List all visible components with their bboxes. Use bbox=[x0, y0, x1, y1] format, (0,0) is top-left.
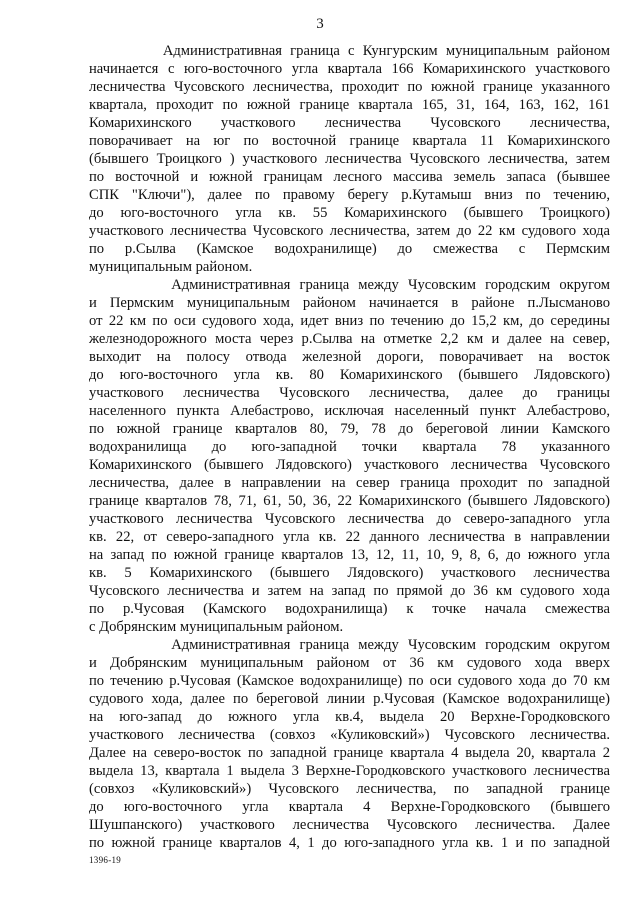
text-line: Административная граница между Чусовским городским округом bbox=[89, 637, 610, 653]
document-code: 1396-19 bbox=[89, 855, 122, 865]
text-line: по течению р.Чусовая (Камское водохранилище) по оси судового хода до 70 км bbox=[89, 673, 610, 689]
text-line: с Добрянским муниципальным районом. bbox=[89, 619, 344, 635]
paragraph-dobryanka-boundary bbox=[89, 636, 610, 852]
text-line: по южной границе кварталов 4, 1 до юго-западного угла кв. 1 и по западной bbox=[89, 835, 610, 851]
text-line: кв. 22, от северо-западного угла кв. 22 данного лесничества в направлении bbox=[89, 529, 610, 545]
text-line: до юго-восточного угла кв. 55 Комарихинского (бывшего Троицкого) bbox=[89, 205, 610, 221]
text-line: Шушпанского) участкового лесничества Чусовского лесничества. Далее bbox=[89, 817, 610, 833]
text-line: на юго-запад до южного угла кв.4, выдела 20 Верхне-Городковского bbox=[89, 709, 610, 725]
paragraph-perm-boundary bbox=[89, 276, 610, 636]
text-line: Комарихинского участкового лесничества Чусовского лесничества, bbox=[89, 115, 610, 131]
text-line: поворачивает на юг по восточной границе квартала 11 Комарихинского bbox=[89, 133, 610, 149]
text-line: начинается с юго-восточного угла квартала 166 Комарихинского участкового bbox=[89, 61, 610, 77]
text-line: Далее на северо-восток по западной границе квартала 4 выдела 20, квартала 2 bbox=[89, 745, 610, 761]
text-line: выдела 13, квартала 1 выдела 3 Верхне-Городковского участкового лесничества bbox=[89, 763, 610, 779]
text-line: лесничества Чусовского лесничества, проходит по южной границе указанного bbox=[89, 79, 610, 95]
text-line: железнодорожного моста через р.Сылва на отметке 2,2 км и далее на север, bbox=[89, 331, 610, 347]
text-line: участкового лесничества Чусовского лесничества, затем до 22 км судового хода bbox=[89, 223, 610, 239]
text-line: водохранилища до юго-западной точки квартала 78 указанного bbox=[89, 439, 610, 455]
text-line: муниципальным районом. bbox=[89, 259, 253, 275]
text-line: Административная граница с Кунгурским муниципальным районом bbox=[89, 43, 610, 59]
text-line: Административная граница между Чусовским городским округом bbox=[89, 277, 610, 293]
text-line: по южной границе кварталов 80, 79, 78 до береговой линии Камского bbox=[89, 421, 610, 437]
text-line: по р.Чусовая (Камского водохранилища) к точке начала смежества bbox=[89, 601, 610, 617]
text-line: выходит на полосу отвода железной дороги, поворачивает на восток bbox=[89, 349, 610, 365]
document-body bbox=[89, 42, 610, 852]
text-line: участкового лесничества Чусовского лесничества до северо-западного угла bbox=[89, 511, 610, 527]
text-line: по р.Сылва (Камское водохранилище) до смежества с Пермским bbox=[89, 241, 610, 257]
page-number: 3 bbox=[316, 16, 324, 32]
text-line: лесничества, далее в направлении на север граница проходит по западной bbox=[89, 475, 610, 491]
text-line: участкового лесничества Чусовского лесничества, далее до границы bbox=[89, 385, 610, 401]
text-line: до юго-восточного угла квартала 4 Верхне-Городковского (бывшего bbox=[89, 799, 610, 815]
text-line: по восточной и южной границам лесного массива земель запаса (бывшее bbox=[89, 169, 610, 185]
text-line: СПК "Ключи"), далее по правому берегу р.Кутамыш вниз по течению, bbox=[89, 187, 610, 203]
text-line: до юго-восточного угла кв. 80 Комарихинского (бывшего Лядовского) bbox=[89, 367, 610, 383]
text-line: участкового лесничества (совхоз «Куликовский») Чусовского лесничества. bbox=[89, 727, 610, 743]
text-line: и Пермским муниципальным районом начинается в районе п.Лысманово bbox=[89, 295, 610, 311]
text-line: кв. 5 Комарихинского (бывшего Лядовского) участкового лесничества bbox=[89, 565, 610, 581]
text-line: границе кварталов 78, 71, 61, 50, 36, 22 Комарихинского (бывшего Лядовского) bbox=[89, 493, 610, 509]
text-line: от 22 км по оси судового хода, идет вниз по течению до 15,2 км, до середины bbox=[89, 313, 610, 329]
paragraph-kungur-boundary bbox=[89, 42, 610, 276]
text-line: населенного пункта Алебастрово, исключая населенный пункт Алебастрово, bbox=[89, 403, 610, 419]
text-line: (бывшего Троицкого ) участкового лесничества Чусовского лесничества, затем bbox=[89, 151, 610, 167]
text-line: и Добрянским муниципальным районом от 36 км судового хода вверх bbox=[89, 655, 610, 671]
text-line: судового хода, далее по береговой линии р.Чусовая (Камское водохранилище) bbox=[89, 691, 610, 707]
text-line: Чусовского лесничества и затем на запад по прямой до 36 км судового хода bbox=[89, 583, 610, 599]
text-line: (совхоз «Куликовский») Чусовского лесничества, по западной границе bbox=[89, 781, 610, 797]
text-line: на запад по южной границе кварталов 13, 12, 11, 10, 9, 8, 6, до южного угла bbox=[89, 547, 610, 563]
text-line: квартала, проходит по южной границе квартала 165, 31, 164, 163, 162, 161 bbox=[89, 97, 610, 113]
text-line: Комарихинского (бывшего Лядовского) участкового лесничества Чусовского bbox=[89, 457, 610, 473]
